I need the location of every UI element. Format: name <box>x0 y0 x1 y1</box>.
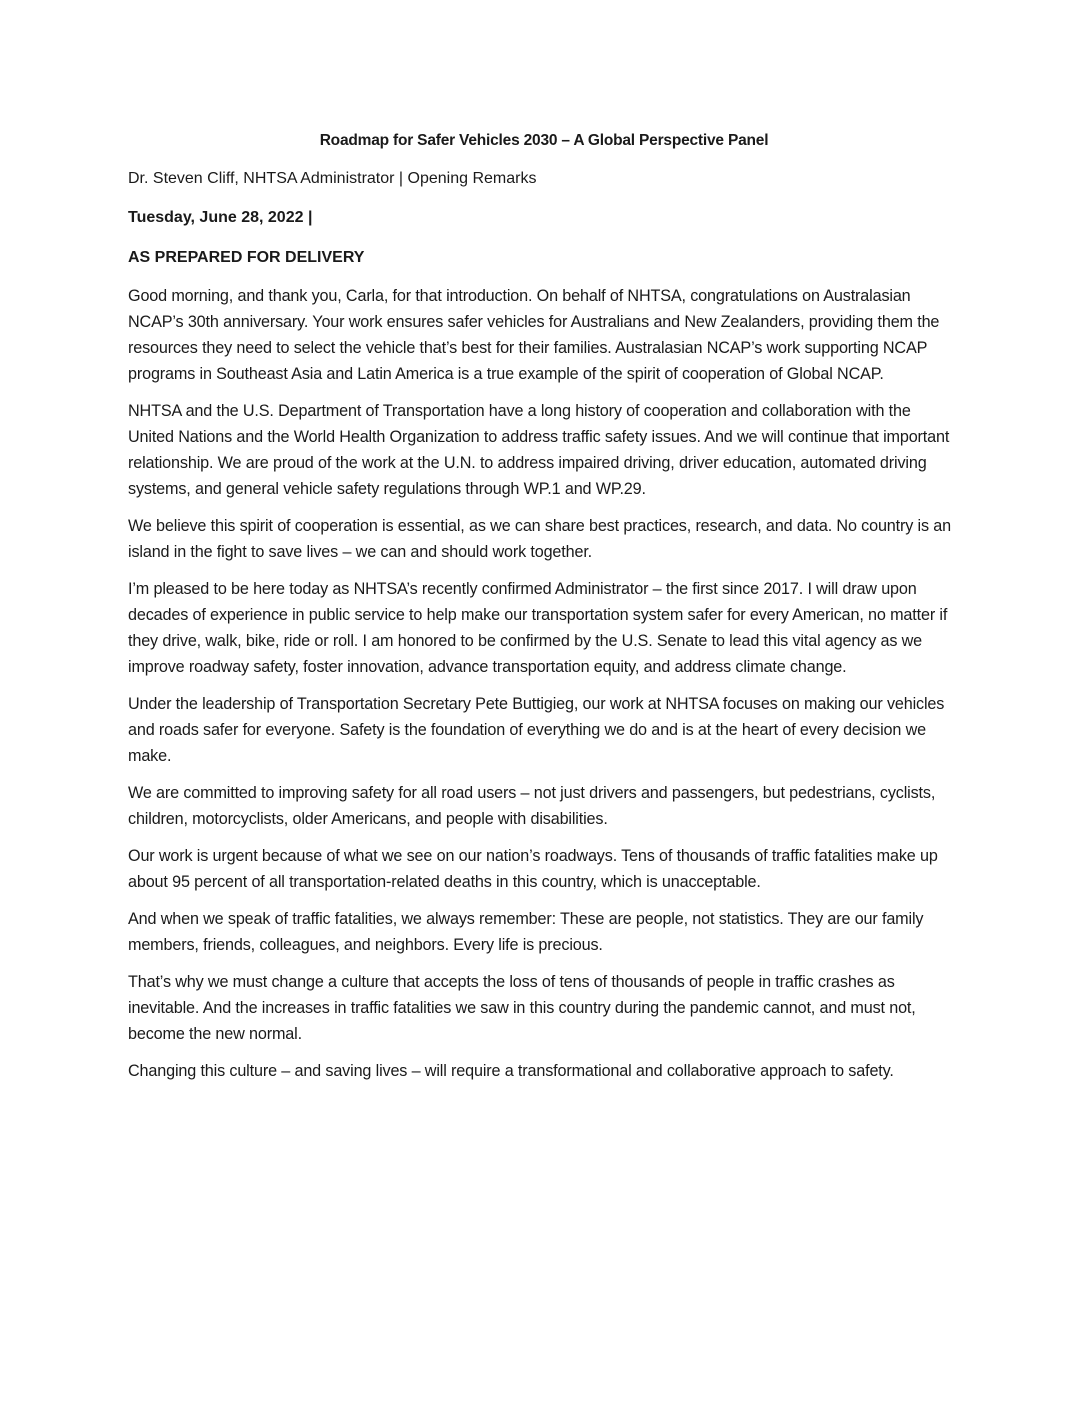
delivery-note: AS PREPARED FOR DELIVERY <box>128 249 365 266</box>
paragraph: Changing this culture – and saving lives – will require a transformational and collaborative approach to safety. <box>128 1062 894 1080</box>
paragraph: I’m pleased to be here today as NHTSA’s recently confirmed Administrator – the first since 2017. I will draw upon decades of experience in public service to help make our transportation system safer for every American, no matter if they drive, walk, bike, ride or roll. I am honored to be confirmed by the U.S. Senate to lead this vital agency as we improve roadway safety, foster innovation, advance transportation equity, and address climate change. <box>128 580 948 676</box>
paragraph: And when we speak of traffic fatalities, we always remember: These are people, not statistics. They are our family members, friends, colleagues, and neighbors. Every life is precious. <box>128 910 924 954</box>
document-body <box>128 128 960 1095</box>
speech-date: Tuesday, June 28, 2022 | <box>128 209 313 226</box>
paragraph: We are committed to improving safety for all road users – not just drivers and passengers, but pedestrians, cyclists, children, motorcyclists, older Americans, and people with disabilities. <box>128 784 936 828</box>
paragraph: Under the leadership of Transportation Secretary Pete Buttigieg, our work at NHTSA focuses on making our vehicles and roads safer for everyone. Safety is the foundation of everything we do and is at the heart of every decision we make. <box>128 695 945 765</box>
paragraph: Our work is urgent because of what we see on our nation’s roadways. Tens of thousands of traffic fatalities make up about 95 percent of all transportation-related deaths in this country, which is unacceptable. <box>128 847 938 891</box>
paragraph: Good morning, and thank you, Carla, for that introduction. On behalf of NHTSA, congratulations on Australasian NCAP’s 30th anniversary. Your work ensures safer vehicles for Australians and New Zealanders, providing them the resources they need to select the vehicle that’s best for their families. Australasian NCAP’s work supporting NCAP programs in Southeast Asia and Latin America is a true example of the spirit of cooperation of Global NCAP. <box>128 287 940 383</box>
speaker-byline: Dr. Steven Cliff, NHTSA Administrator | Opening Remarks <box>128 170 537 187</box>
paragraph: That’s why we must change a culture that accepts the loss of tens of thousands of people in traffic crashes as inevitable. And the increases in traffic fatalities we saw in this country during the pandemic cannot, and must not, become the new normal. <box>128 973 916 1043</box>
paragraph: We believe this spirit of cooperation is essential, as we can share best practices, research, and data. No country is an island in the fight to save lives – we can and should work together. <box>128 517 951 561</box>
document-title: Roadmap for Safer Vehicles 2030 – A Global Perspective Panel <box>319 132 769 149</box>
paragraph: NHTSA and the U.S. Department of Transportation have a long history of cooperation and collaboration with the United Nations and the World Health Organization to address traffic safety issues. And we will continue that important relationship. We are proud of the work at the U.N. to address impaired driving, driver education, automated driving systems, and general vehicle safety regulations through WP.1 and WP.29. <box>128 402 950 498</box>
